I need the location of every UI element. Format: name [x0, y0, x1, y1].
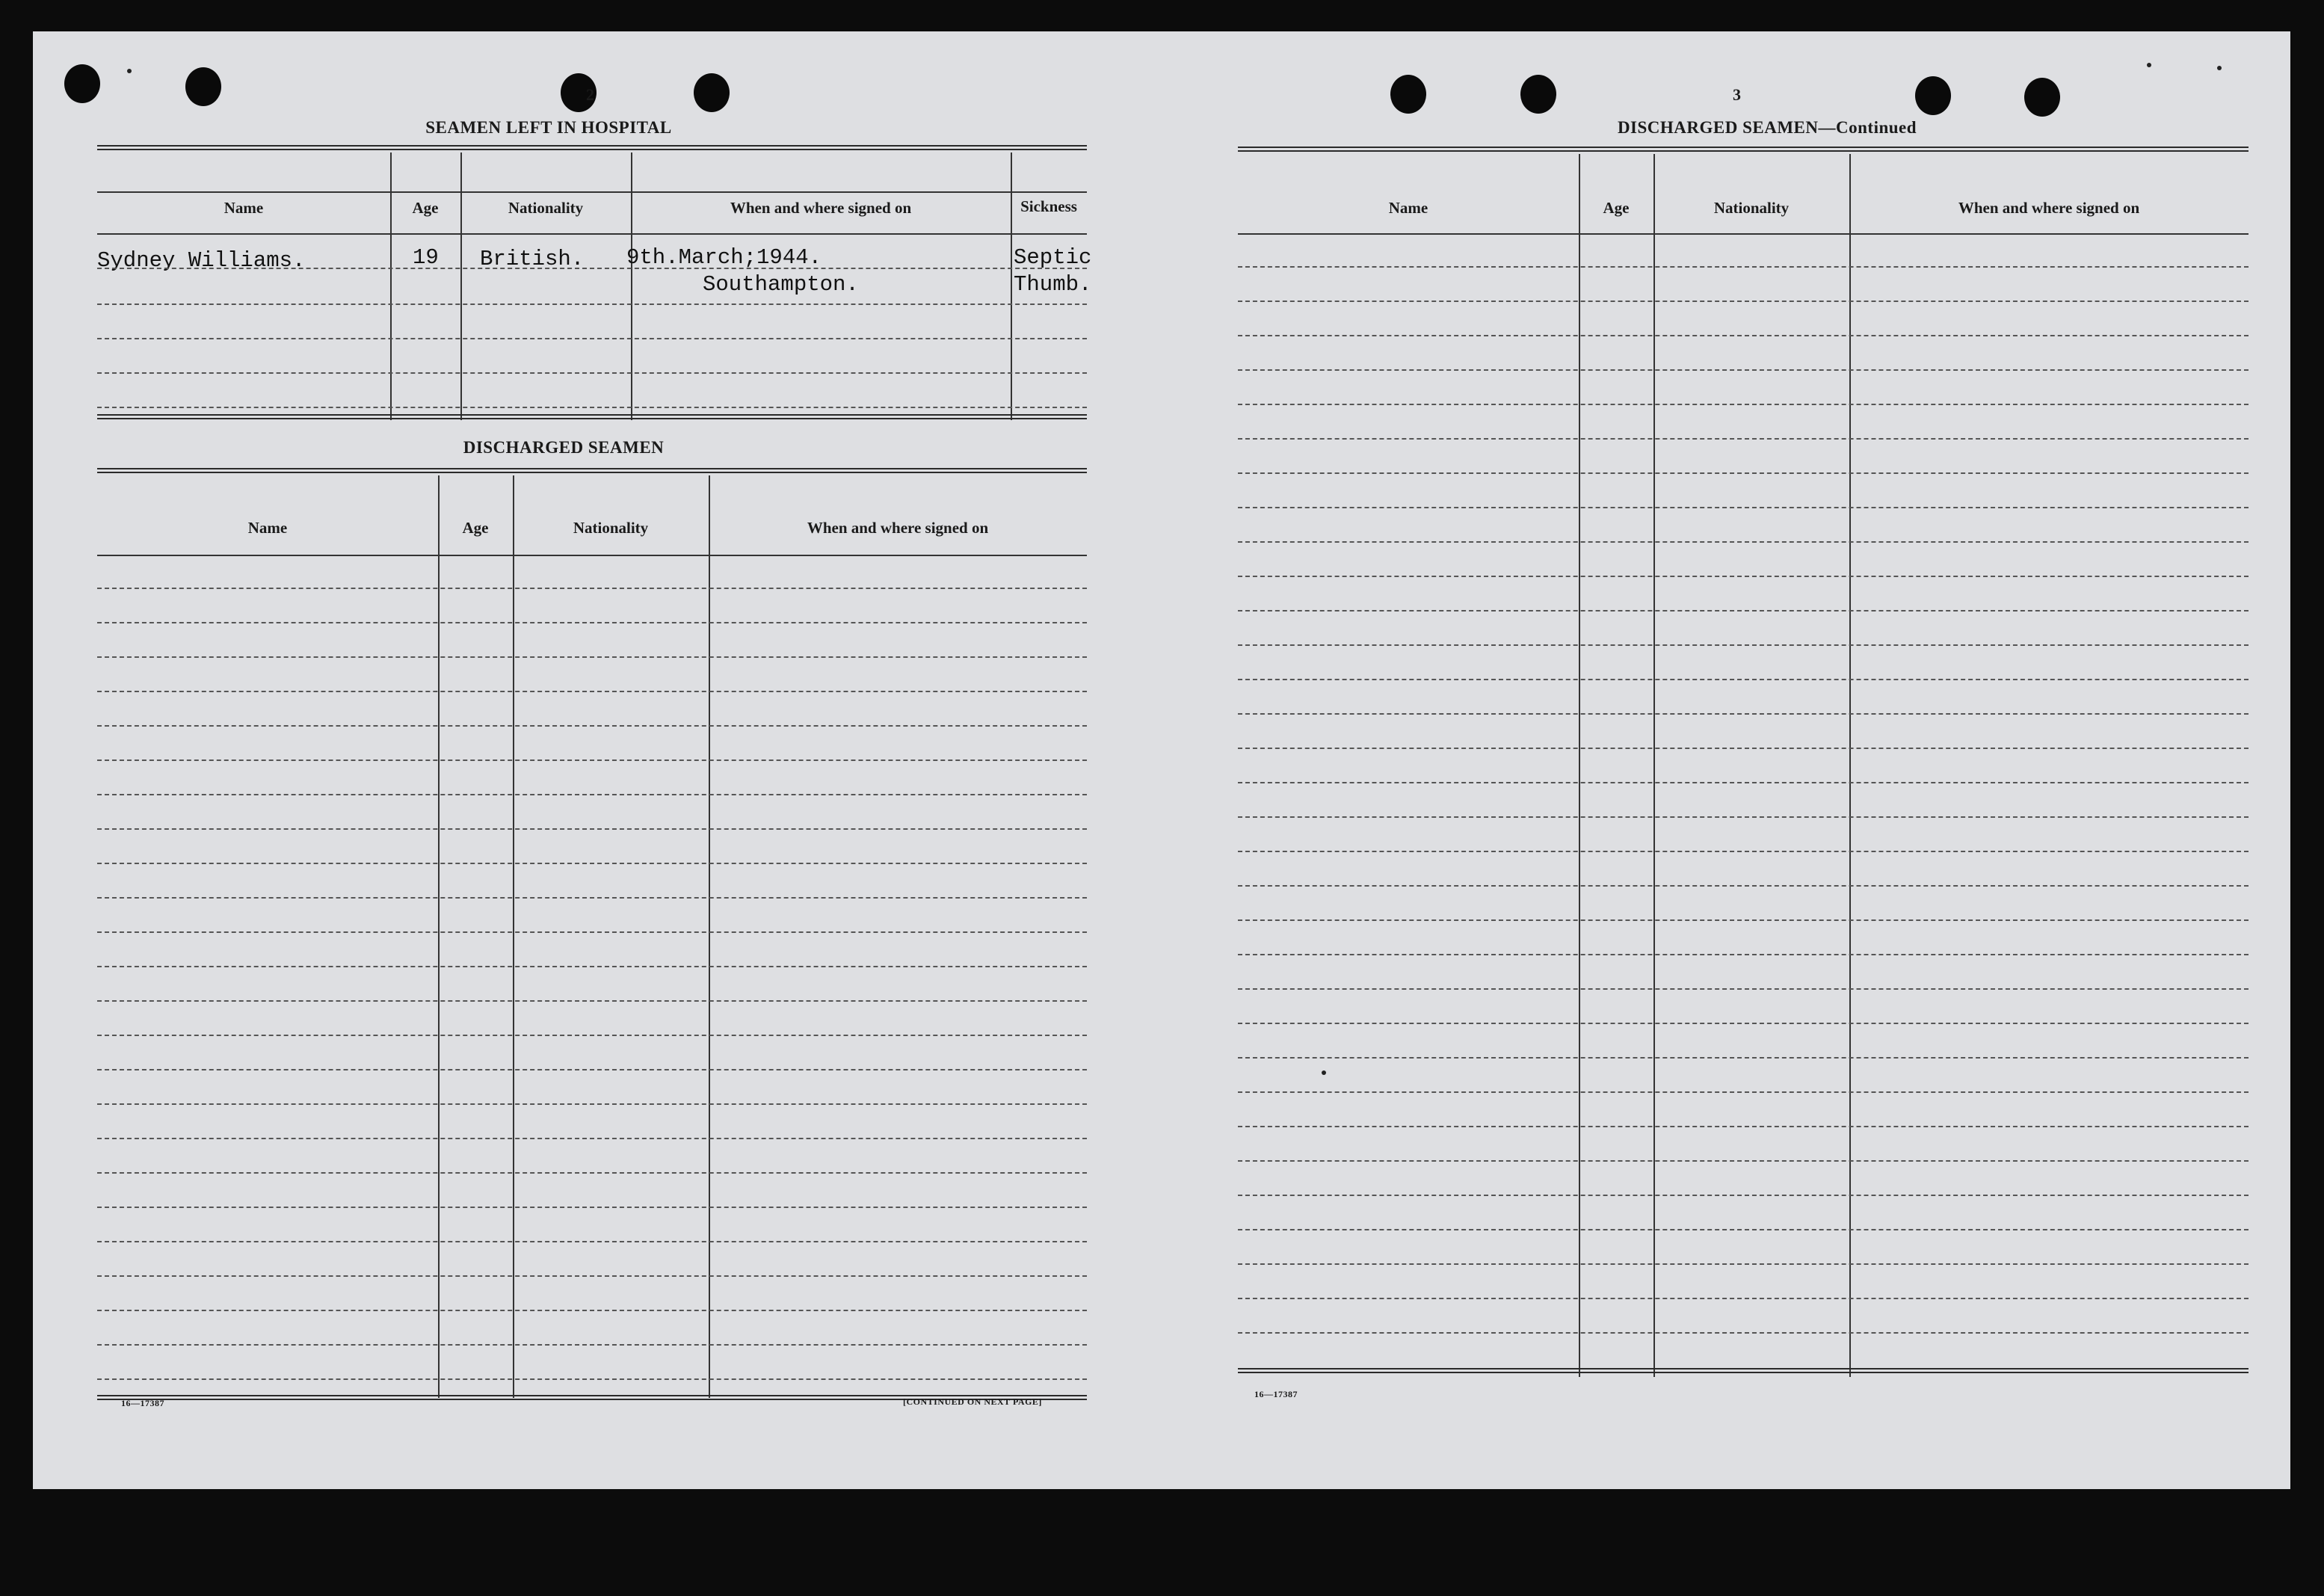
punch-hole — [1915, 76, 1951, 115]
discharged-table-right — [1238, 147, 2249, 1417]
discharged-header-nationality: Nationality — [573, 519, 649, 537]
right-header-nationality: Nationality — [1713, 199, 1790, 217]
hospital-entry-signed-on-date: 9th.March;1944. — [626, 245, 822, 270]
continued-suffix: —Continued — [1818, 118, 1917, 137]
paper-speck — [127, 69, 132, 73]
punch-hole — [1390, 75, 1426, 114]
hospital-entry-signed-on-place: Southampton. — [703, 272, 859, 297]
punch-hole — [694, 73, 730, 112]
punch-hole — [64, 64, 100, 103]
hospital-entry-age: 19 — [413, 245, 439, 270]
discharged-header-age: Age — [462, 519, 489, 537]
hospital-entry-name: Sydney Williams. — [97, 248, 306, 273]
hospital-header-name: Name — [224, 199, 264, 217]
hospital-header-sickness: Sickness — [1020, 197, 1077, 215]
punch-hole — [1520, 75, 1556, 114]
hospital-entry-nationality: British. — [480, 247, 585, 271]
hospital-table — [97, 145, 1092, 459]
hospital-header-age: Age — [412, 199, 439, 217]
page-number-right: 3 — [1733, 85, 1741, 104]
hospital-header-nationality: Nationality — [508, 199, 584, 217]
hospital-entry-sickness-2: Thumb. — [1014, 272, 1092, 297]
form-code-right: 16—17387 — [1254, 1389, 1298, 1399]
hospital-header-signed-on: When and where signed on — [730, 199, 912, 217]
right-header-age: Age — [1603, 199, 1630, 217]
paper-speck — [2217, 66, 2222, 70]
discharged-header-name: Name — [247, 519, 288, 537]
paper-speck — [2147, 63, 2151, 67]
page-number-left: 2 — [586, 85, 594, 104]
document-sheet — [33, 31, 2290, 1489]
right-header-name: Name — [1388, 199, 1428, 217]
form-code-left: 16—17387 — [121, 1398, 164, 1408]
punch-hole — [2024, 78, 2060, 117]
hospital-entry-sickness-1: Septic — [1014, 245, 1092, 270]
continued-note: [CONTINUED ON NEXT PAGE] — [903, 1396, 1042, 1407]
right-header-signed-on: When and where signed on — [1958, 199, 2140, 217]
discharged-header-signed-on: When and where signed on — [807, 519, 989, 537]
discharged-continued-title — [1498, 118, 2036, 138]
punch-hole — [185, 67, 221, 106]
hospital-section-title: SEAMEN LEFT IN HOSPITAL — [425, 118, 672, 137]
discharged-section-title: DISCHARGED SEAMEN — [463, 438, 665, 457]
discharged-table-left — [97, 468, 1087, 1432]
discharged-title-text: DISCHARGED SEAMEN — [1617, 118, 1819, 137]
